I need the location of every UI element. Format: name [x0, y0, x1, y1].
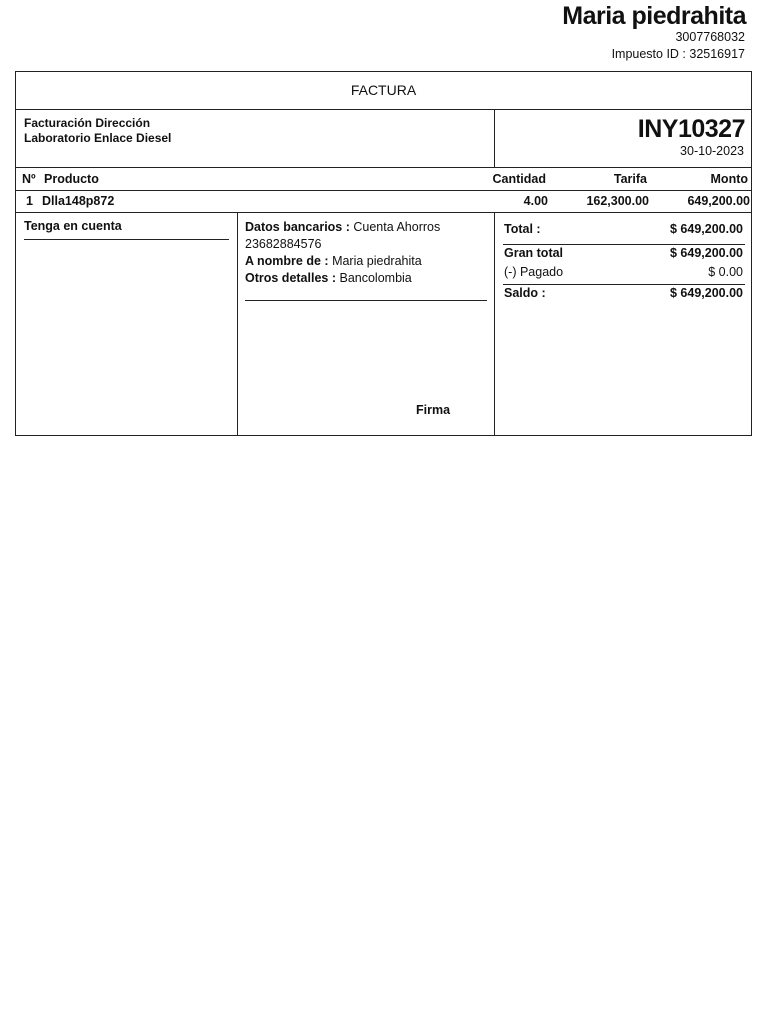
- seller-name: Maria piedrahita: [562, 2, 746, 30]
- header-quantity: Cantidad: [492, 172, 546, 186]
- divider: [16, 190, 751, 191]
- bank-label: Datos bancarios :: [245, 220, 350, 234]
- bank-value: Cuenta Ahorros: [353, 220, 441, 234]
- divider: [16, 167, 751, 168]
- bank-details-line: [245, 220, 440, 234]
- holder-line: [245, 254, 422, 268]
- holder-label: A nombre de :: [245, 254, 329, 268]
- total-label: Total :: [504, 222, 541, 236]
- divider: [494, 109, 495, 167]
- holder-value: Maria piedrahita: [332, 254, 422, 268]
- header-number: Nº: [22, 172, 36, 186]
- header-amount: Monto: [710, 172, 748, 186]
- divider: [494, 212, 495, 436]
- bank-account-number: 23682884576: [245, 237, 322, 251]
- seller-phone: 3007768032: [675, 30, 745, 44]
- header-rate: Tarifa: [613, 172, 647, 186]
- grand-total-label: Gran total: [504, 246, 564, 260]
- bill-to-block: [24, 116, 171, 146]
- divider: [16, 109, 751, 110]
- document-title: FACTURA: [350, 82, 417, 98]
- divider: [24, 239, 229, 240]
- balance-value: $ 649,200.00: [670, 286, 743, 300]
- grand-total-value: $ 649,200.00: [670, 246, 743, 260]
- header-product: Producto: [44, 172, 99, 186]
- row-number: 1: [26, 194, 33, 208]
- divider: [16, 212, 751, 213]
- notes-label: Tenga en cuenta: [24, 219, 122, 233]
- seller-tax-id: Impuesto ID : 32516917: [611, 47, 745, 61]
- row-amount: 649,200.00: [687, 194, 750, 208]
- divider: [503, 284, 745, 285]
- invoice-box: [15, 71, 752, 436]
- row-product: Dlla148p872: [42, 194, 115, 208]
- paid-value: $ 0.00: [708, 265, 743, 279]
- other-details-line: [245, 271, 412, 285]
- other-details-label: Otros detalles :: [245, 271, 336, 285]
- divider: [503, 244, 745, 245]
- signature-label: Firma: [416, 403, 451, 417]
- paid-label: (-) Pagado: [504, 265, 564, 279]
- invoice-number: INY10327: [637, 115, 745, 143]
- bill-to-label: Facturación Dirección: [24, 116, 151, 130]
- invoice-date: 30-10-2023: [680, 144, 744, 158]
- divider: [237, 212, 238, 436]
- row-quantity: 4.00: [523, 194, 548, 208]
- divider: [245, 300, 487, 301]
- total-value: $ 649,200.00: [670, 222, 743, 236]
- row-rate: 162,300.00: [586, 194, 649, 208]
- other-details-value: Bancolombia: [339, 271, 412, 285]
- bill-to-name: Laboratorio Enlace Diesel: [24, 131, 172, 145]
- balance-label: Saldo :: [504, 286, 546, 300]
